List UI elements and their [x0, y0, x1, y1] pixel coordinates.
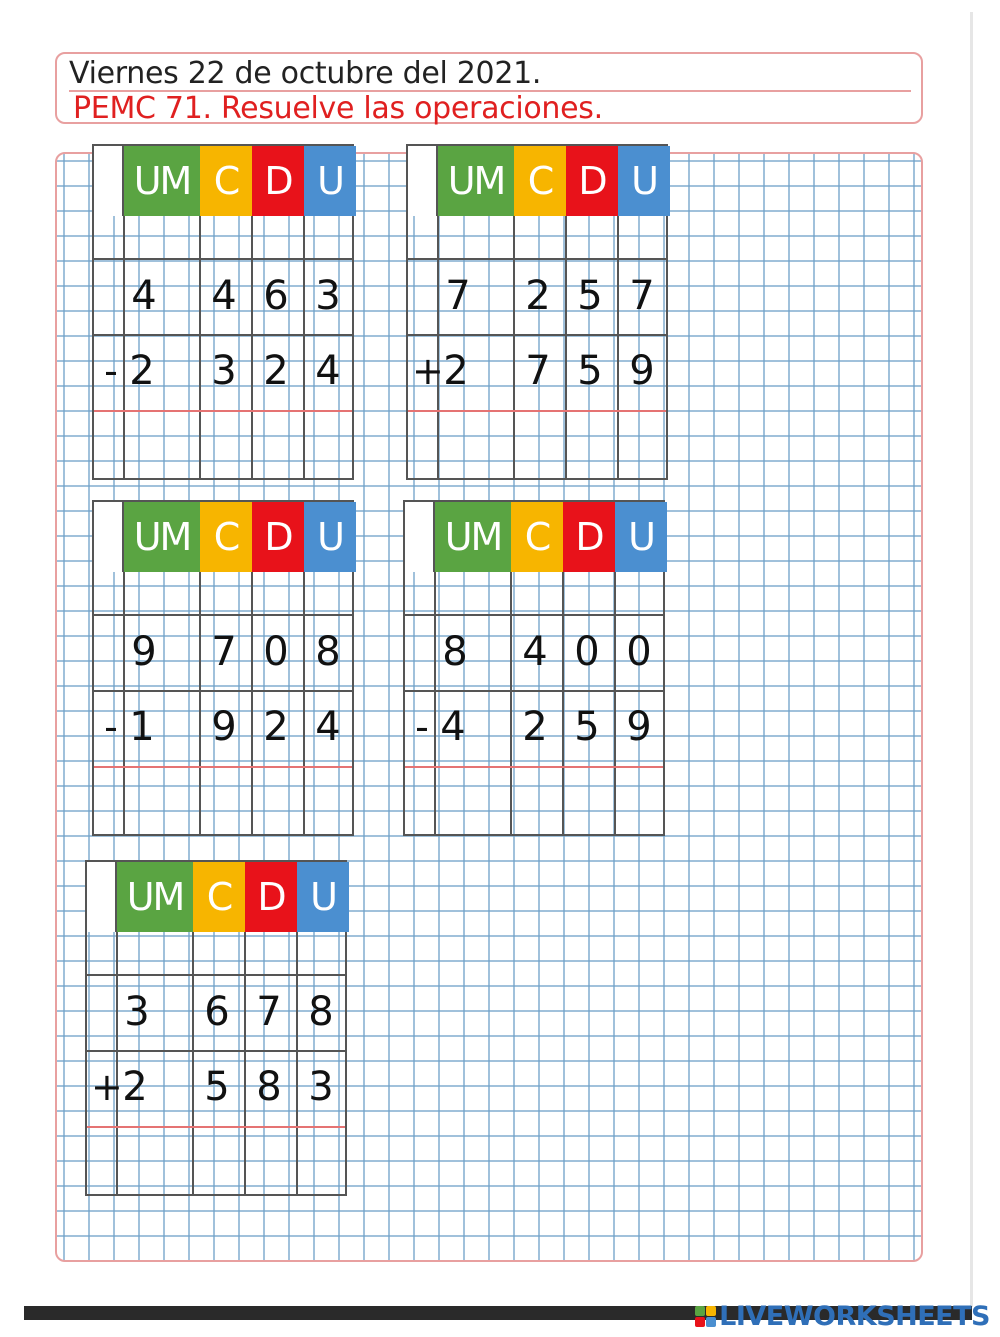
result-line: [94, 766, 352, 768]
minuend-digit: 8: [442, 629, 468, 675]
answer-cell[interactable]: [126, 414, 198, 478]
header-blank-cell: [94, 146, 124, 216]
watermark-text: LIVEWORKSHEETS: [719, 1300, 990, 1332]
answer-cell[interactable]: [617, 770, 665, 834]
column-divider: [199, 572, 201, 834]
column-divider: [617, 216, 619, 478]
column-header-d: D: [563, 502, 615, 572]
row-divider: [94, 614, 352, 616]
operation-sign: -: [104, 349, 118, 393]
column-divider: [199, 216, 201, 478]
minuend-digit: 8: [315, 629, 341, 675]
answer-cell[interactable]: [306, 770, 354, 834]
answer-cell[interactable]: [620, 414, 668, 478]
column-header-u: U: [297, 862, 349, 932]
column-header-c: C: [514, 146, 566, 216]
row-divider: [408, 334, 666, 336]
column-header-um: UM: [438, 146, 514, 216]
subtrahend-digit: 2: [263, 348, 289, 394]
column-header-d: D: [252, 146, 304, 216]
row-divider: [94, 690, 352, 692]
date-line: Viernes 22 de octubre del 2021.: [69, 56, 911, 92]
column-header-c: C: [193, 862, 245, 932]
subtrahend-digit: 2: [263, 704, 289, 750]
subtrahend-digit: 5: [574, 704, 600, 750]
column-header-um: UM: [124, 146, 200, 216]
subtrahend-digit: 1: [129, 704, 155, 750]
minuend-digit: 7: [211, 629, 237, 675]
answer-cell[interactable]: [306, 414, 354, 478]
column-divider: [513, 216, 515, 478]
column-header-c: C: [200, 146, 252, 216]
row-divider: [87, 974, 345, 976]
column-divider: [192, 932, 194, 1194]
subtrahend-digit: 7: [525, 348, 551, 394]
subtrahend-digit: 9: [629, 348, 655, 394]
minuend-digit: 0: [574, 629, 600, 675]
column-divider: [614, 572, 616, 834]
answer-cell[interactable]: [565, 770, 613, 834]
minuend-digit: 5: [577, 273, 603, 319]
answer-cell[interactable]: [440, 414, 512, 478]
column-header-u: U: [615, 502, 667, 572]
subtrahend-digit: 2: [443, 348, 469, 394]
header-blank-cell: [94, 502, 124, 572]
column-header-um: UM: [117, 862, 193, 932]
minuend-digit: 3: [315, 273, 341, 319]
answer-cell[interactable]: [299, 1130, 347, 1194]
answer-cell[interactable]: [195, 1130, 243, 1194]
operation-table-3: [92, 500, 354, 836]
column-divider: [562, 572, 564, 834]
minuend-digit: 9: [131, 629, 157, 675]
operation-table-2: [406, 144, 668, 480]
subtrahend-digit: 5: [577, 348, 603, 394]
operation-table-4: [403, 500, 665, 836]
column-header-c: C: [200, 502, 252, 572]
column-divider: [251, 572, 253, 834]
column-header-u: U: [304, 502, 356, 572]
row-divider: [94, 258, 352, 260]
column-header-d: D: [566, 146, 618, 216]
subtrahend-digit: 4: [440, 704, 466, 750]
result-line: [408, 410, 666, 412]
subtrahend-digit: 8: [256, 1064, 282, 1110]
subtrahend-digit: 3: [308, 1064, 334, 1110]
minuend-digit: 2: [525, 273, 551, 319]
minuend-digit: 4: [522, 629, 548, 675]
answer-cell[interactable]: [254, 770, 302, 834]
minuend-digit: 6: [204, 989, 230, 1035]
minuend-digit: 7: [629, 273, 655, 319]
result-line: [87, 1126, 345, 1128]
subtrahend-digit: 9: [211, 704, 237, 750]
column-divider: [303, 216, 305, 478]
column-divider: [244, 932, 246, 1194]
row-divider: [405, 690, 663, 692]
minuend-digit: 4: [211, 273, 237, 319]
answer-cell[interactable]: [119, 1130, 191, 1194]
answer-cell[interactable]: [437, 770, 509, 834]
column-header-u: U: [618, 146, 670, 216]
subtrahend-digit: 4: [315, 348, 341, 394]
subtrahend-digit: 9: [626, 704, 652, 750]
column-divider: [251, 216, 253, 478]
minuend-digit: 4: [131, 273, 157, 319]
answer-cell[interactable]: [126, 770, 198, 834]
header-box: [55, 52, 923, 124]
column-header-c: C: [511, 502, 563, 572]
result-line: [405, 766, 663, 768]
row-divider: [87, 1050, 345, 1052]
column-header-u: U: [304, 146, 356, 216]
answer-cell[interactable]: [568, 414, 616, 478]
answer-cell[interactable]: [513, 770, 561, 834]
subtrahend-digit: 5: [204, 1064, 230, 1110]
operation-table-5: [85, 860, 347, 1196]
answer-cell[interactable]: [254, 414, 302, 478]
answer-cell[interactable]: [516, 414, 564, 478]
answer-cell[interactable]: [202, 414, 250, 478]
operation-sign: +: [91, 1065, 123, 1109]
row-divider: [408, 258, 666, 260]
header-blank-cell: [87, 862, 117, 932]
column-header-um: UM: [435, 502, 511, 572]
header-blank-cell: [405, 502, 435, 572]
subtrahend-digit: 2: [129, 348, 155, 394]
minuend-digit: 0: [626, 629, 652, 675]
liveworksheets-logo: [695, 1300, 990, 1332]
subtrahend-digit: 3: [211, 348, 237, 394]
answer-cell[interactable]: [202, 770, 250, 834]
operation-sign: -: [104, 705, 118, 749]
row-divider: [405, 614, 663, 616]
subtrahend-digit: 2: [122, 1064, 148, 1110]
minuend-digit: 7: [445, 273, 471, 319]
result-line: [94, 410, 352, 412]
column-header-d: D: [245, 862, 297, 932]
minuend-digit: 3: [124, 989, 150, 1035]
answer-cell[interactable]: [247, 1130, 295, 1194]
row-divider: [94, 334, 352, 336]
minuend-digit: 8: [308, 989, 334, 1035]
minuend-digit: 7: [256, 989, 282, 1035]
operation-sign: -: [415, 705, 429, 749]
column-divider: [565, 216, 567, 478]
column-divider: [296, 932, 298, 1194]
column-divider: [510, 572, 512, 834]
subtrahend-digit: 2: [522, 704, 548, 750]
minuend-digit: 6: [263, 273, 289, 319]
instruction-line: PEMC 71. Resuelve las operaciones.: [73, 91, 603, 126]
column-header-um: UM: [124, 502, 200, 572]
minuend-digit: 0: [263, 629, 289, 675]
liveworksheets-logo-icon: [695, 1306, 716, 1327]
column-divider: [303, 572, 305, 834]
operation-sign: +: [412, 349, 444, 393]
subtrahend-digit: 4: [315, 704, 341, 750]
operation-table-1: [92, 144, 354, 480]
header-blank-cell: [408, 146, 438, 216]
column-header-d: D: [252, 502, 304, 572]
